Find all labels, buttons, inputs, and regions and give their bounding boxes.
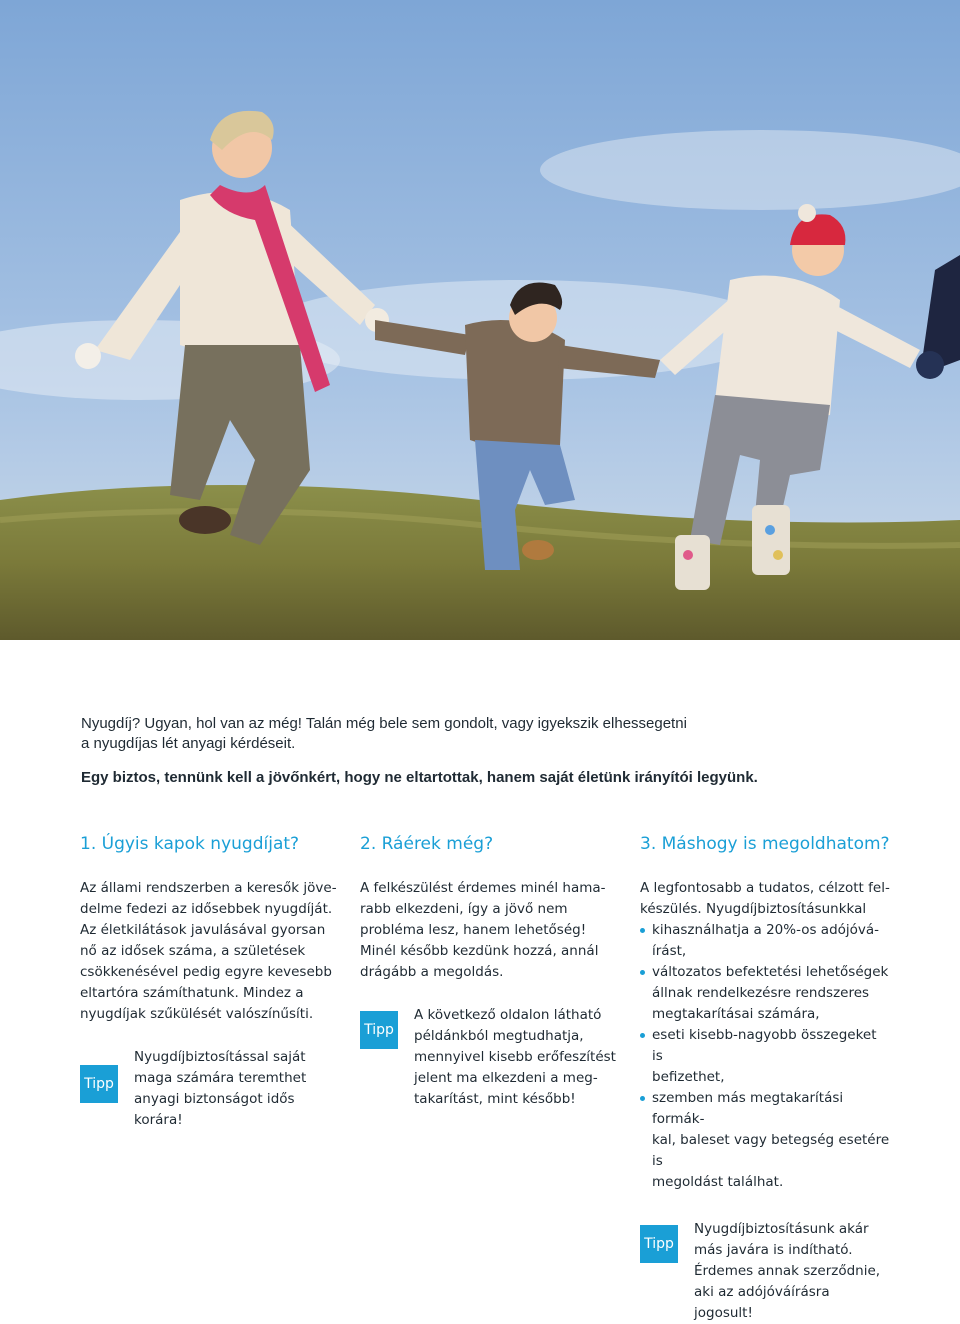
column-1-heading: 1. Úgyis kapok nyugdíjat? bbox=[80, 834, 300, 854]
family-running-illustration bbox=[0, 0, 960, 640]
column-1-body: Az állami rendszerben a keresők jöve- delme fedezi az idősebbek nyugdíját. Az életkilátások javulásával gyorsan nő az idősek száma, a születések csökkenésével pedig egyre kevesebb eltartóra számíthatunk. Mindez a nyugdíjak szűkülését valószínűsíti. bbox=[80, 880, 337, 1022]
column-2-body: A felkészülést érdemes minél hama- rabb elkezdeni, így a jövő nem probléma lesz, hanem lehetőség! Minél később kezdünk hozzá, annál drágább a megoldás. bbox=[360, 880, 606, 980]
column-3-heading: 3. Máshogy is megoldhatom? bbox=[640, 834, 890, 854]
benefit-list bbox=[640, 920, 890, 1193]
intro-bold: Egy biztos, tennünk kell a jövőnkért, hogy ne eltartottak, hanem saját életünk irányítói legyünk. bbox=[81, 769, 758, 786]
list-item: kihasználhatja a 20%-os adójóvá- írást, bbox=[640, 920, 890, 962]
column-3 bbox=[640, 832, 890, 1324]
intro-line-2: a nyugdíjas lét anyagi kérdéseit. bbox=[81, 735, 296, 752]
tipp-badge: Tipp bbox=[80, 1065, 118, 1103]
column-2 bbox=[360, 832, 620, 1110]
column-3-body: A legfontosabb a tudatos, célzott fel- készülés. Nyugdíjbiztosításunkkal bbox=[640, 880, 890, 917]
tip-text-3: Nyugdíjbiztosításunk akár más javára is indítható. Érdemes annak szerződnie, aki az adójóváírásra jogosult! bbox=[694, 1221, 881, 1321]
tip-box-1 bbox=[80, 1047, 340, 1131]
tip-box-3 bbox=[640, 1219, 890, 1324]
tipp-badge: Tipp bbox=[640, 1225, 678, 1263]
tip-box-2 bbox=[360, 1005, 620, 1110]
hero-photo bbox=[0, 0, 960, 640]
list-item: eseti kisebb-nagyobb összegeket is befizethet, bbox=[640, 1025, 890, 1088]
list-item: szemben más megtakarítási formák- kal, baleset vagy betegség esetére is megoldást találhat. bbox=[640, 1088, 890, 1193]
intro-line-1: Nyugdíj? Ugyan, hol van az még! Talán még bele sem gondolt, vagy igyekszik elhessegetni bbox=[81, 715, 687, 732]
column-1 bbox=[80, 832, 340, 1131]
list-item: változatos befektetési lehetőségek állnak rendelkezésre rendszeres megtakarításai számára, bbox=[640, 962, 890, 1025]
column-2-heading: 2. Ráérek még? bbox=[360, 834, 494, 854]
intro-text bbox=[81, 714, 901, 788]
tip-text-1: Nyugdíjbiztosítással saját maga számára teremthet anyagi biztonságot idős korára! bbox=[134, 1049, 307, 1128]
tipp-badge: Tipp bbox=[360, 1011, 398, 1049]
tip-text-2: A következő oldalon látható példánkból megtudhatja, mennyivel kisebb erőfeszítést jelent ma elkezdeni a meg- takarítást, mint később! bbox=[414, 1007, 616, 1107]
